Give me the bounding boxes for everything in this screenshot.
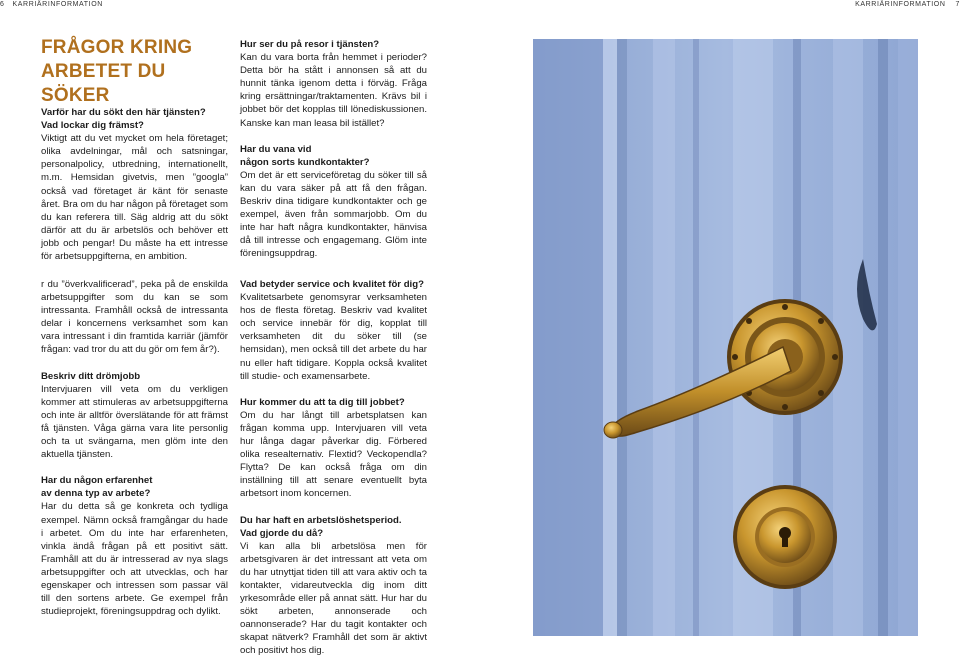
answer-paragraph: Om du har långt till arbetsplatsen kan frågan komma upp. Intervjuaren vill veta hur långa dagar påverkar dig. Förbered olika resealternativ. Flextid? Veckopendla? Flytta? De kan också fråga om din inställning till att senare eventuellt byta arbetsort inom koncernen. [240,409,427,501]
column-1-bottom [41,278,228,618]
answer-paragraph: r du ”överkvalificerad”, peka på de enskilda arbetsuppgifter som du kan se som intressanta. Framhåll också de intressanta delar i koncernens verksamhet som kan vara intressant i din framtida karriär (jämför frågan: vad tror du att du gör om fem år?). [41,278,228,357]
question-heading: Har du vana vid någon sorts kundkontakter? [240,143,427,169]
answer-paragraph: Viktigt att du vet mycket om hela företaget; olika avdelningar, mål och satsningar, personalpolicy, utbredning, internationellt, m.m. Hemsidan givetvis, men ”googla” också vad företaget är känt för senaste året. Bra om du har någon på företaget som du kan referera till. Säg aldrig att du sökt därför att du är arbetslös och behöver ett jobb och pengar! Du måste ha ett intresse för arbetsuppgifterna, en ambition. [41,132,228,263]
answer-paragraph: Har du detta så ge konkreta och tydliga exempel. Nämn också framgångar du hade i arbetet. Om du inte har erfarenheten, vinkla ändå frågan på ett positivt sätt. Framhåll att du är intresserad av nya slags arbetsuppgifter och att utvecklas, och har egenskaper och intressen som passar väl till den sortens arbete. Ge exempel från studieprojekt, föreningsuppdrag och dylikt. [41,500,228,618]
question-heading: Har du någon erfarenhet av denna typ av arbete? [41,474,228,500]
article-title-line-1: FRÅGOR KRING [41,36,221,60]
answer-paragraph: Om det är ett serviceföretag du söker till så kan du vara säker på att få den frågan. Beskriv dina tidigare kundkontakter och ge exempel, även från sommarjobb. Om du inte har haft några kundkontakter, hänvisa då till intresse och engagemang. Glöm inte föreningsuppdrag. [240,169,427,261]
answer-paragraph: Kan du vara borta från hemmet i perioder? Detta bör ha stått i annonsen så att du hunnit tänka igenom detta i förväg. Fråga kring ersättningar/traktamenten. Krävs bil i jobbet bör det kopplas till lönediskussionen. Kanske kan man leasa bil istället? [240,51,427,130]
question-heading: Vad betyder service och kvalitet för dig? [240,278,427,291]
column-1-top [41,106,228,263]
article-title-line-2: ARBETET DU SÖKER [41,60,221,108]
right-page-header [855,0,960,9]
question-heading: Du har haft en arbetslöshetsperiod. Vad gjorde du då? [240,514,427,540]
right-page-number: 7 [956,1,960,8]
left-running-head: KARRIÄRINFORMATION [13,1,103,8]
left-page-number: 6 [0,1,5,8]
column-2-top [240,38,427,261]
question-heading: Hur kommer du att ta dig till jobbet? [240,396,427,409]
door-handle-photo [533,39,918,636]
article-title [41,36,221,108]
right-running-head: KARRIÄRINFORMATION [855,1,945,8]
question-heading: Varför har du sökt den här tjänsten? Vad lockar dig främst? [41,106,228,132]
question-heading: Beskriv ditt drömjobb [41,370,228,383]
left-page-header [0,0,103,9]
column-2-bottom [240,278,427,658]
answer-paragraph: Intervjuaren vill veta om du verkligen kommer att stimuleras av arbetsuppgifterna och inte är alltför överslätande för att främst få tjänsten. Våga gärna vara lite personlig och ta ut svängarna, men glöm inte den aktuella tjänsten. [41,383,228,462]
question-heading: Hur ser du på resor i tjänsten? [240,38,427,51]
answer-paragraph: Kvalitetsarbete genomsyrar verksamheten hos de flesta företag. Beskriv vad kvalitet och service innebär för dig, kopplat till verksamheten dit du söker till (se hemsidan), men också till det arbete du har nu eller haft tidigare. Koppla också kvalitet till studie- och examensarbete. [240,291,427,383]
answer-paragraph: Vi kan alla bli arbetslösa men för arbetsgivaren är det intressant att veta om du har utnyttjat tiden till att vara aktiv och ta kontakter, vidareutveckla dig inom ditt yrkesområde eller på annat sätt. Hur har du sökt arbeten, annonserade och oannonserade? Har du tagit kontakter och skapat nätverk? Framhåll det som är aktivt och positivt hos dig. [240,540,427,658]
